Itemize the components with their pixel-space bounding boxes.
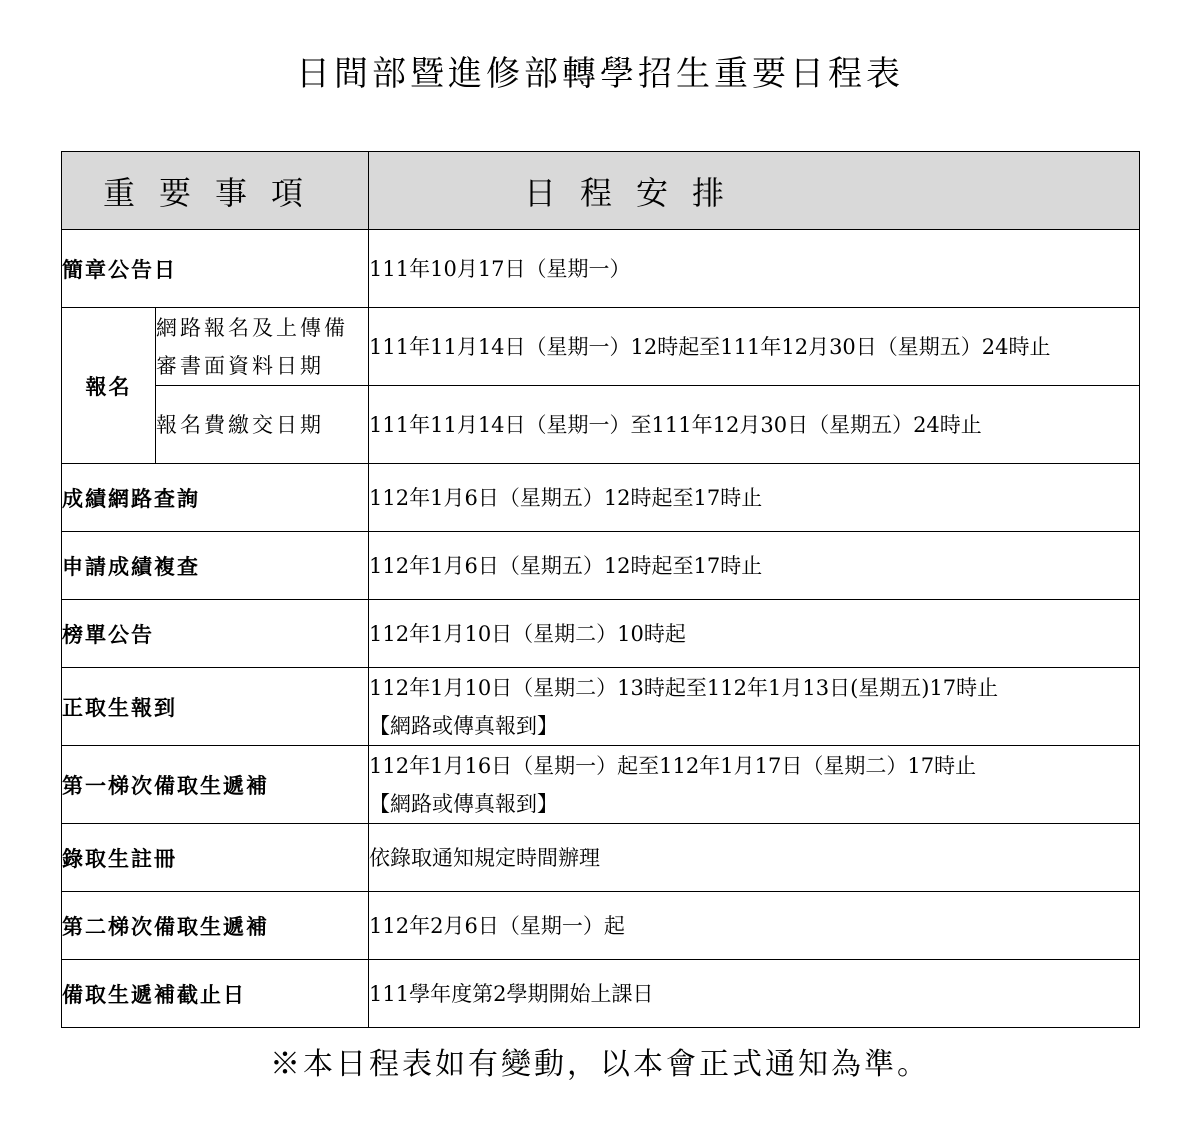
schedule-text: 112年1月16日（星期一）起至112年1月17日（星期二）17時止 [369, 753, 977, 778]
row-schedule: 112年2月6日（星期一）起 [369, 892, 1140, 960]
schedule-text: 112年1月10日（星期二）13時起至112年1月13日(星期五)17時止 [369, 675, 999, 700]
row-schedule: 依錄取通知規定時間辦理 [369, 824, 1140, 892]
header-schedule: 日程安排 [369, 152, 1140, 230]
row-item-label: 備取生遞補截止日 [62, 960, 369, 1028]
table-row [62, 532, 1140, 600]
row-schedule: 111年10月17日（星期一） [369, 230, 1140, 308]
row-item-label: 第一梯次備取生遞補 [62, 746, 369, 824]
row-schedule [369, 746, 1140, 824]
row-item-label: 成績網路查詢 [62, 464, 369, 532]
row-item-label: 報名費繳交日期 [156, 386, 369, 464]
table-row [62, 746, 1140, 824]
row-item-label: 榜單公告 [62, 600, 369, 668]
schedule-note: 【網路或傳真報到】 [369, 791, 559, 816]
row-schedule: 112年1月6日（星期五）12時起至17時止 [369, 532, 1140, 600]
schedule-note: 【網路或傳真報到】 [369, 713, 559, 738]
table-row [62, 230, 1140, 308]
row-item-label: 錄取生註冊 [62, 824, 369, 892]
row-item-label: 正取生報到 [62, 668, 369, 746]
row-item-label: 簡章公告日 [62, 230, 369, 308]
row-item-label: 申請成績複查 [62, 532, 369, 600]
row-item-label: 第二梯次備取生遞補 [62, 892, 369, 960]
row-schedule: 111學年度第2學期開始上課日 [369, 960, 1140, 1028]
header-important-items: 重要事項 [62, 152, 369, 230]
schedule-table [61, 151, 1140, 1028]
row-schedule: 111年11月14日（星期一）至111年12月30日（星期五）24時止 [369, 386, 1140, 464]
footnote: ※本日程表如有變動，以本會正式通知為準。 [270, 1047, 930, 1082]
table-row [62, 464, 1140, 532]
table-row [62, 308, 1140, 386]
row-schedule: 112年1月10日（星期二）10時起 [369, 600, 1140, 668]
table-row [62, 386, 1140, 464]
registration-group-label: 報名 [62, 308, 156, 464]
table-row [62, 824, 1140, 892]
table-row [62, 892, 1140, 960]
table-header-row [62, 152, 1140, 230]
table-row [62, 668, 1140, 746]
page-title: 日間部暨進修部轉學招生重要日程表 [296, 54, 904, 94]
table-row [62, 600, 1140, 668]
row-item-label: 網路報名及上傳備審書面資料日期 [156, 308, 369, 386]
row-schedule [369, 668, 1140, 746]
row-schedule: 111年11月14日（星期一）12時起至111年12月30日（星期五）24時止 [369, 308, 1140, 386]
table-row [62, 960, 1140, 1028]
row-schedule: 112年1月6日（星期五）12時起至17時止 [369, 464, 1140, 532]
